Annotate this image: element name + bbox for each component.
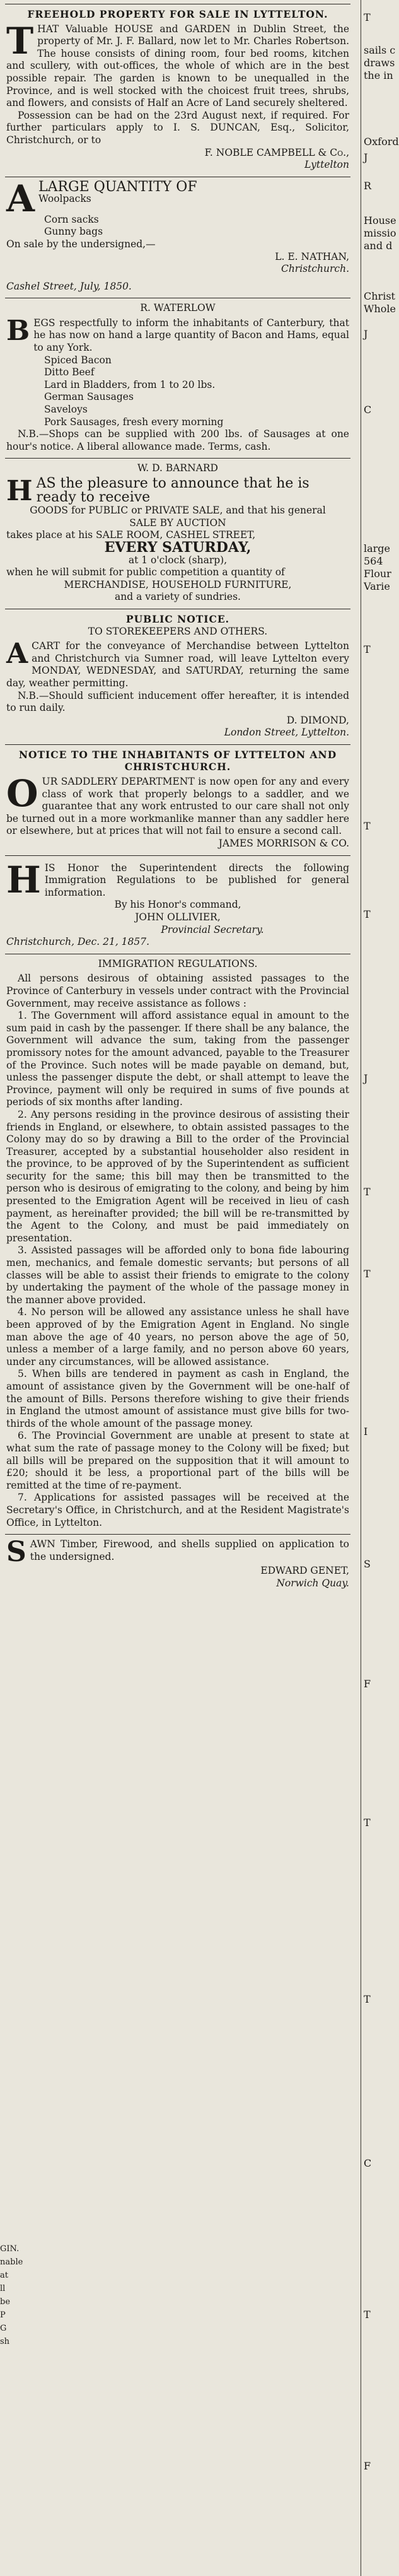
edge-fragment: Flour — [364, 568, 391, 580]
item: Lard in Bladders, from 1 to 20 lbs. — [44, 378, 216, 390]
edge-fragment: C — [364, 2157, 372, 2169]
regulation-item: 2. Any persons residing in the province desirous of assisting their friends in England, or elsewhere, to obtain assisted passages to the Colony may do so by drawing a Bill to the order of the Provincial Treasurer, accepted by a substantial householder also resident in the province, to be approved of by the Superintendent as sufficient security for the same; this bill may then be transmitted to the person who is desirous of emigrating to the colony, and being by him presented to the Emigration Agent will be received in lieu of cash payment, as hereinafter provided; the bill will be re-transmitted by the Agent to the Colony, and must be paid immediately on presentation. — [6, 1108, 349, 1244]
barnard-ad — [5, 459, 350, 609]
ad-headline-2: Woolpacks — [38, 193, 91, 205]
drop-cap: T — [6, 19, 34, 62]
ad-title: NOTICE TO THE INHABITANTS OF LYTTELTON AND CHRISTCHURCH. — [18, 748, 337, 773]
ad-office: Provincial Secretary. — [161, 923, 264, 935]
drop-cap: H — [6, 858, 41, 901]
regulation-item: 5. When bills are tendered in payment as cash in England, the amount of assistance given by the Government will be one-half of the amount of Bills. Persons therefore wishing to give their friends in England the utmost amount of assistance must give bills for two-thirds of the whole amount of the passage money. — [6, 1368, 349, 1429]
ad-title: FREEHOLD PROPERTY FOR SALE IN LYTTELTON. — [27, 8, 328, 20]
item: German Sausages — [44, 391, 134, 403]
edge-fragment: C — [364, 404, 372, 416]
edge-fragment: 564 — [364, 555, 383, 567]
item: Saveloys — [44, 404, 88, 416]
waterlow-ad — [5, 298, 350, 459]
ad-title: PUBLIC NOTICE. — [125, 612, 230, 625]
ad-place: Christchurch. — [280, 263, 349, 275]
woolpacks-ad — [5, 177, 350, 299]
left-column-fragments — [0, 2242, 23, 2348]
ad-place: Lyttelton — [304, 159, 349, 171]
edge-fragment: Whole — [364, 303, 396, 315]
item: Spiced Bacon — [44, 354, 112, 366]
edge-fragment: T — [364, 643, 371, 655]
drop-cap: O — [6, 772, 38, 816]
edge-fragment: T — [364, 908, 371, 920]
ad-body: AWN Timber, Firewood, and shells supplied on application to the undersigned. — [30, 1538, 349, 1562]
ad-signature: L. E. NATHAN, — [275, 250, 349, 262]
edge-fragment: missio — [364, 227, 396, 239]
edge-fragment: J — [364, 151, 368, 163]
edge-fragment: J — [364, 328, 368, 340]
regulation-item: 6. The Provincial Government are unable at present to state at what sum the rate of passage money to the Colony will be fixed; but all bills will be prepared on the supposition that it will amount to £20; should it be less, a proportional part of the bills will be remitted at the time of re-payment. — [6, 1430, 349, 1491]
regulation-item: 4. No person will be allowed any assistance unless he shall have been approved of by the Emigration Agent in England. No single man above the age of 40 years, no person above the age of 50, unless a member of a large family, and no person above 60 years, under any circumstances, will be allowed assistance. — [6, 1306, 349, 1367]
item: Corn sacks — [44, 213, 99, 225]
edge-fragment: T — [364, 1186, 371, 1198]
ad-line: By his Honor's command, — [114, 899, 241, 911]
adjacent-column-edge — [361, 0, 399, 2576]
edge-fragment: GIN. — [0, 2244, 20, 2254]
edge-fragment: the in — [364, 69, 393, 81]
edge-fragment: and d — [364, 240, 393, 252]
ad-line: at 1 o'clock (sharp), — [128, 554, 228, 566]
ad-line: MERCHANDISE, HOUSEHOLD FURNITURE, — [64, 578, 292, 590]
ad-line: and a variety of sundries. — [115, 591, 241, 603]
ad-signature: F. NOBLE CAMPBELL & Co., — [204, 146, 349, 158]
ad-headline: LARGE QUANTITY OF — [38, 179, 197, 195]
ad-signature: D. DIMOND, — [286, 714, 349, 726]
edge-fragment: T — [364, 11, 371, 23]
sale-line: On sale by the undersigned,— — [6, 238, 156, 250]
ad-place: Norwich Quay. — [276, 1577, 349, 1589]
public-notice-ad — [5, 609, 350, 745]
edge-fragment: large — [364, 542, 391, 554]
edge-fragment: T — [364, 2309, 371, 2321]
regulation-item: 7. Applications for assisted passages will be received at the Secretary's Office, in Christchurch, and at the Resident Magistrate's Office, in Lyttelton. — [6, 1492, 349, 1528]
drop-cap: A — [6, 177, 35, 220]
edge-fragment: T — [364, 1993, 371, 2005]
ad-body: CART for the conveyance of Merchandise between Lyttelton and Christchurch via Sumner road, will leave Lyttelton every MONDAY, WEDNESDAY, and SATURDAY, returning the same day, weather permitting. — [6, 640, 349, 689]
genet-timber-ad — [5, 1535, 350, 1595]
item: Gunny bags — [44, 226, 103, 238]
newspaper-column — [5, 4, 350, 1595]
superintendent-notice — [5, 856, 350, 954]
edge-fragment: House — [364, 214, 396, 226]
edge-fragment: T — [364, 1817, 371, 1829]
ad-title: R. WATERLOW — [140, 302, 216, 314]
edge-fragment: S — [364, 1558, 371, 1570]
ad-body: UR SADDLERY DEPARTMENT is now open for any and every class of work that properly belongs to a saddler, and we guarantee that any work entrusted to our care shall not only be turned out in a more workmanlike manner than any saddler here or elsewhere, but at prices that will not fail to ensure a second call. — [6, 776, 349, 837]
edge-fragment: P G — [0, 2310, 7, 2333]
edge-fragment: T — [364, 1268, 371, 1280]
edge-fragment: F — [364, 2460, 371, 2472]
drop-cap: B — [6, 314, 30, 347]
regulation-item: 3. Assisted passages will be afforded only to bona fide labouring men, mechanics, and female domestic servants; but persons of all classes will be able to assist their friends to emigrate to the colony by undertaking the payment of the whole of the passage money in the manner above provided. — [6, 1244, 349, 1306]
section-title: IMMIGRATION REGULATIONS. — [98, 957, 258, 969]
ad-line: EVERY SATURDAY, — [104, 539, 252, 556]
drop-cap: S — [6, 1536, 26, 1569]
ad-line: GOODS for PUBLIC or PRIVATE SALE, and that his general — [30, 505, 326, 517]
edge-fragment: Oxford — [364, 136, 399, 148]
freehold-property-ad — [5, 4, 350, 177]
ad-signature: JOHN OLLIVIER, — [135, 911, 221, 923]
edge-fragment: T — [364, 820, 371, 832]
edge-fragment: F — [364, 1678, 371, 1690]
edge-fragment: R — [364, 180, 372, 192]
drop-cap: A — [6, 638, 28, 670]
ad-line: SALE BY AUCTION — [129, 517, 226, 529]
edge-fragment: I — [364, 1426, 368, 1437]
ad-note: N.B.—Shops can be supplied with 200 lbs. of Sausages at one hour's notice. A liberal allowance made. Terms, cash. — [6, 428, 349, 452]
edge-fragment: draws — [364, 57, 395, 69]
ad-signature: EDWARD GENET, — [260, 1565, 349, 1577]
edge-fragment: nable at — [0, 2257, 23, 2280]
ad-subtitle: TO STOREKEEPERS AND OTHERS. — [88, 625, 268, 637]
edge-fragment: Christ — [364, 290, 395, 302]
edge-fragment: ll be — [0, 2284, 11, 2307]
regulations-intro: All persons desirous of obtaining assisted passages to the Province of Canterbury in vessels under contract with the Provincial Government, may receive assistance as follows : — [6, 973, 349, 1009]
regulation-item: 1. The Government will afford assistance equal in amount to the sum paid in cash by the passenger. If there shall be any balance, the Government will advance the sum, taking from the passenger promissory notes for the amount advanced, payable to the Treasurer of the Province. Such notes will be made payable on demand, but, unless the passenger dispute the debt, or shall attempt to leave the Province, payment will only be required in sums of five pounds at periods of six months after landing. — [6, 1010, 349, 1108]
item: Pork Sausages, fresh every morning — [44, 416, 224, 428]
ad-line: when he will submit for public competition a quantity of — [6, 566, 285, 578]
ad-address: London Street, Lyttelton. — [224, 727, 349, 739]
edge-fragment: sh — [0, 2337, 10, 2346]
ad-signature: JAMES MORRISON & CO. — [218, 838, 349, 850]
ad-body: IS Honor the Superintendent directs the following Immigration Regulations to be published for general information. — [44, 862, 349, 898]
ad-body-2: Possession can be had on the 23rd August next, if required. For further particulars apply to I. S. DUNCAN, Esq., Solicitor, Christchurch, or to — [6, 109, 349, 146]
immigration-regulations — [5, 954, 350, 1535]
edge-fragment: J — [364, 1072, 368, 1084]
ad-dateline: Cashel Street, July, 1850. — [6, 280, 132, 292]
ad-title: W. D. BARNARD — [137, 462, 218, 474]
drop-cap: H — [6, 475, 33, 507]
ad-body: EGS respectfully to inform the inhabitants of Canterbury, that he has now on hand a large quantity of Bacon and Hams, equal to any York. — [33, 317, 349, 354]
item: Ditto Beef — [44, 366, 95, 378]
ad-note: N.B.—Should sufficient inducement offer hereafter, it is intended to run daily. — [6, 689, 349, 714]
saddlery-notice-ad — [5, 745, 350, 856]
ad-body: HAT Valuable HOUSE and GARDEN in Dublin Street, the property of Mr. J. F. Ballard, now let to Mr. Charles Robertson. The house consists of dining room, four bed rooms, kitchen and scullery, with out-offices, the whole of which are in the best possible repair. The garden is known to be unequalled in the Province, and is well stocked with the choicest fruit trees, shrubs, and flowers, and consists of Half an Acre of Land securely sheltered. — [6, 23, 349, 109]
ad-body: AS the pleasure to announce that he is ready to receive — [36, 476, 309, 505]
edge-fragment: sails c — [364, 44, 396, 56]
ad-line: takes place at his SALE ROOM, CASHEL STREET, — [6, 529, 256, 541]
edge-fragment: Varie — [364, 580, 390, 592]
ad-dateline: Christchurch, Dec. 21, 1857. — [6, 936, 150, 948]
